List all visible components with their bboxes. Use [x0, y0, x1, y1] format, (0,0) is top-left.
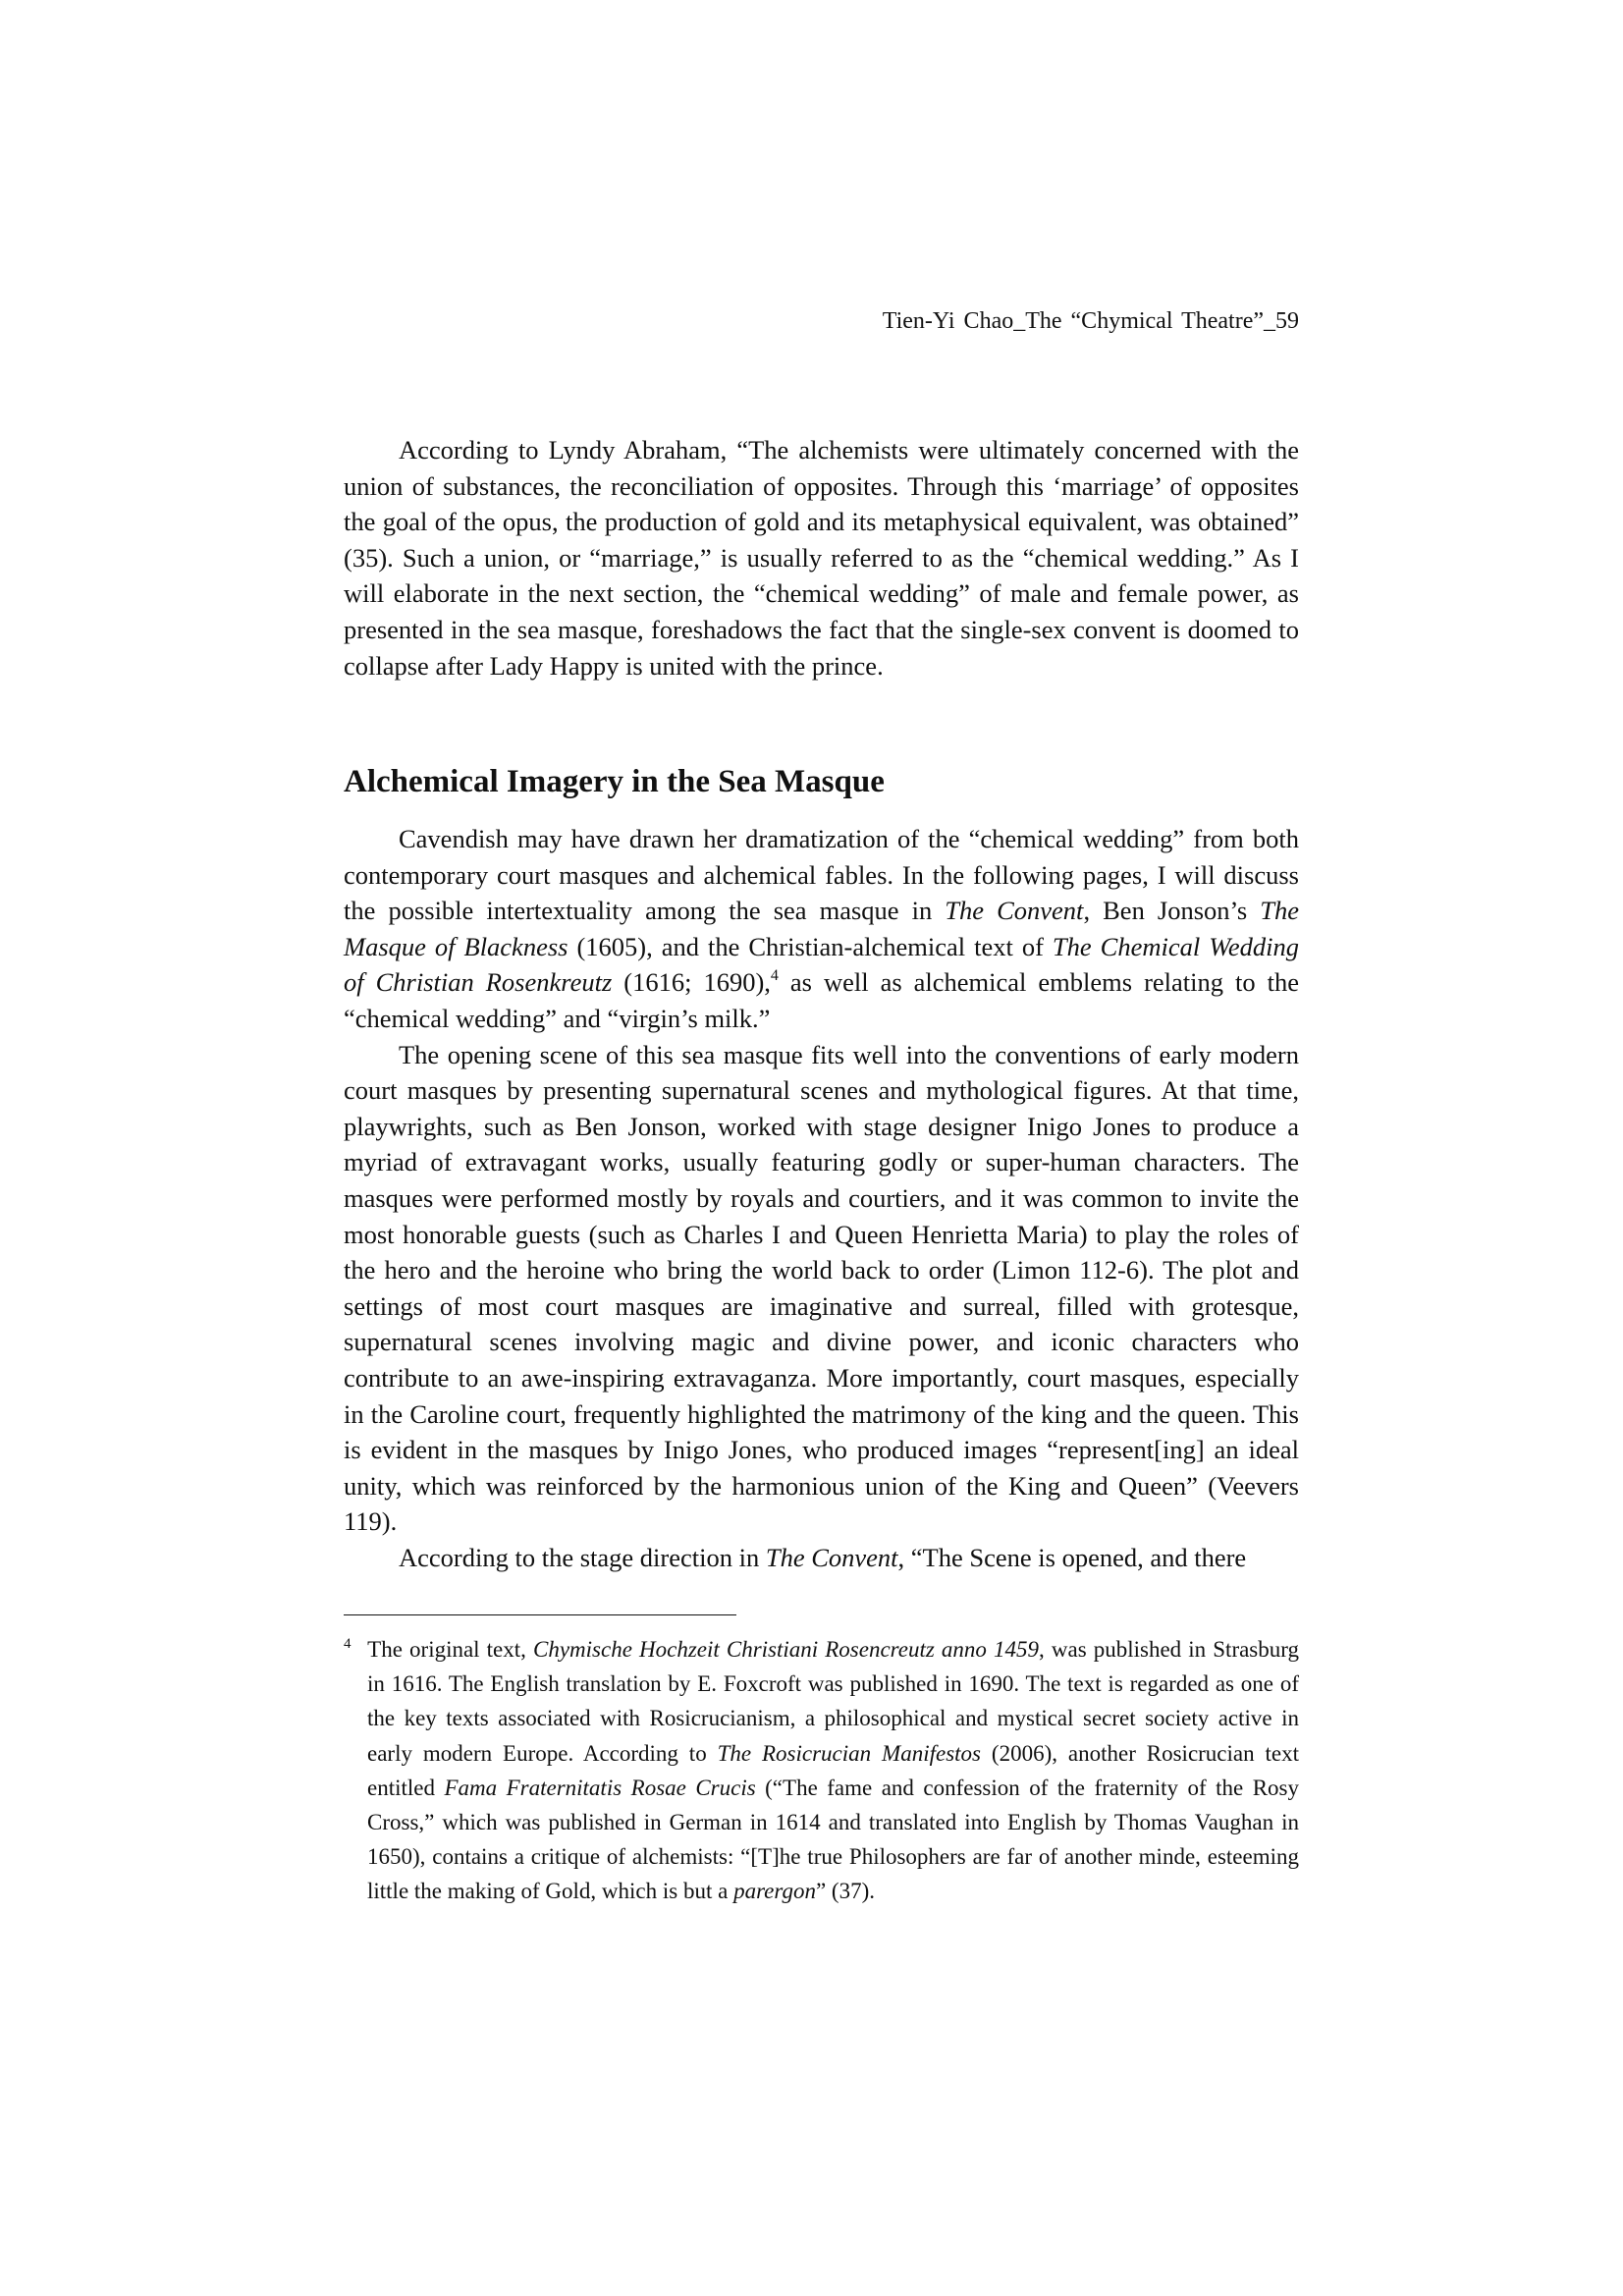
text-run: , Ben Jonson’s — [1083, 896, 1261, 926]
title-the-convent: The Convent — [945, 896, 1084, 926]
text-run: ” (37). — [815, 1879, 875, 1904]
term-parergon: parergon — [733, 1879, 816, 1904]
text-run: (2006), another Rosicrucian text entitled — [367, 1740, 1300, 1800]
footnote-text — [344, 1632, 1299, 1909]
intro-block — [344, 432, 1299, 683]
section-heading: Alchemical Imagery in the Sea Masque — [344, 764, 885, 799]
title-chemical-wedding: The Chemical Wedding of Christian Rosenkreutz — [344, 931, 1299, 998]
section-paragraph-1 — [344, 821, 1299, 1037]
title-fama-fraternitatis: Fama Fraternitatis Rosae Crucis — [444, 1775, 756, 1800]
title-chymische-hochzeit: Chymische Hochzeit Christiani Rosencreutz anno 1459 — [533, 1637, 1040, 1662]
footnote-reference[interactable]: 4 — [770, 967, 779, 985]
section-paragraph-3 — [344, 1540, 1299, 1576]
text-run: , was published in Strasburg in 1616. The English translation by E. Foxcroft was published in 1690. The text is regarded as one of the key texts associated with Rosicrucianism, a philosophical and mystical secret society active in early modern Europe. According to — [367, 1637, 1300, 1766]
running-head: Tien-Yi Chao_The “Chymical Theatre”_59 — [882, 308, 1299, 334]
footnote — [344, 1632, 1299, 1909]
section-body — [344, 821, 1299, 1575]
footnote-divider — [344, 1614, 736, 1615]
text-run: According to the stage direction in — [399, 1542, 766, 1572]
title-rosicrucian-manifestos: The Rosicrucian Manifestos — [717, 1740, 982, 1766]
text-run: (1605), and the Christian-alchemical text of — [568, 931, 1053, 961]
footnote-marker: 4 — [344, 1636, 352, 1652]
intro-paragraph: According to Lyndy Abraham, “The alchemists were ultimately concerned with the union of substances, the reconciliation of opposites. Through this ‘marriage’ of opposites the goal of the opus, the production of gold and its metaphysical equivalent, was obtained” (35). Such a union, or “marriage,” is usually referred to as the “chemical wedding.” As I will elaborate in the next section, the “chemical wedding” of male and female power, as presented in the sea masque, foreshadows the fact that the single-sex convent is doomed to collapse after Lady Happy is united with the prince. — [344, 435, 1299, 681]
section-paragraph-2: The opening scene of this sea masque fits well into the conventions of early modern court masques by presenting supernatural scenes and mythological figures. At that time, playwrights, such as Ben Jonson, worked with stage designer Inigo Jones to produce a myriad of extravagant works, usually featuring godly or super-human characters. The masques were performed mostly by royals and courtiers, and it was common to invite the most honorable guests (such as Charles I and Queen Henrietta Maria) to play the roles of the hero and the heroine who bring the world back to order (Limon 112-6). The plot and settings of most court masques are imaginative and surreal, filled with grotesque, supernatural scenes involving magic and divine power, and iconic characters who contribute to an awe-inspiring extravaganza. More importantly, court masques, especially in the Caroline court, frequently highlighted the matrimony of the king and the queen. This is evident in the masques by Inigo Jones, who produced images “represent[ing] an ideal unity, which was reinforced by the harmonious union of the King and Queen” (Veevers 119). — [344, 1039, 1299, 1537]
text-run: , “The Scene is opened, and there — [897, 1542, 1247, 1572]
title-the-convent: The Convent — [765, 1542, 898, 1572]
text-run: Cavendish may have drawn her dramatization of the “chemical wedding” from both contemporary court masques and alchemical fables. In the following pages, I will discuss the possible intertextuality among the sea masque in — [344, 824, 1299, 926]
text-run: (“The fame and confession of the fraternity of the Rosy Cross,” which was published in German in 1614 and translated into English by Thomas Vaughan in 1650), contains a critique of alchemists: “[T]he true Philosophers are far of another minde, esteeming little the making of Gold, which is but a — [367, 1775, 1299, 1904]
title-masque-of-blackness: The Masque of Blackness — [344, 896, 1299, 961]
text-run: The original text, — [360, 1637, 533, 1662]
text-run: (1616; 1690), — [612, 967, 771, 998]
text-run: as well as alchemical emblems relating to the “chemical wedding” and “virgin’s milk.” — [344, 967, 1299, 1033]
